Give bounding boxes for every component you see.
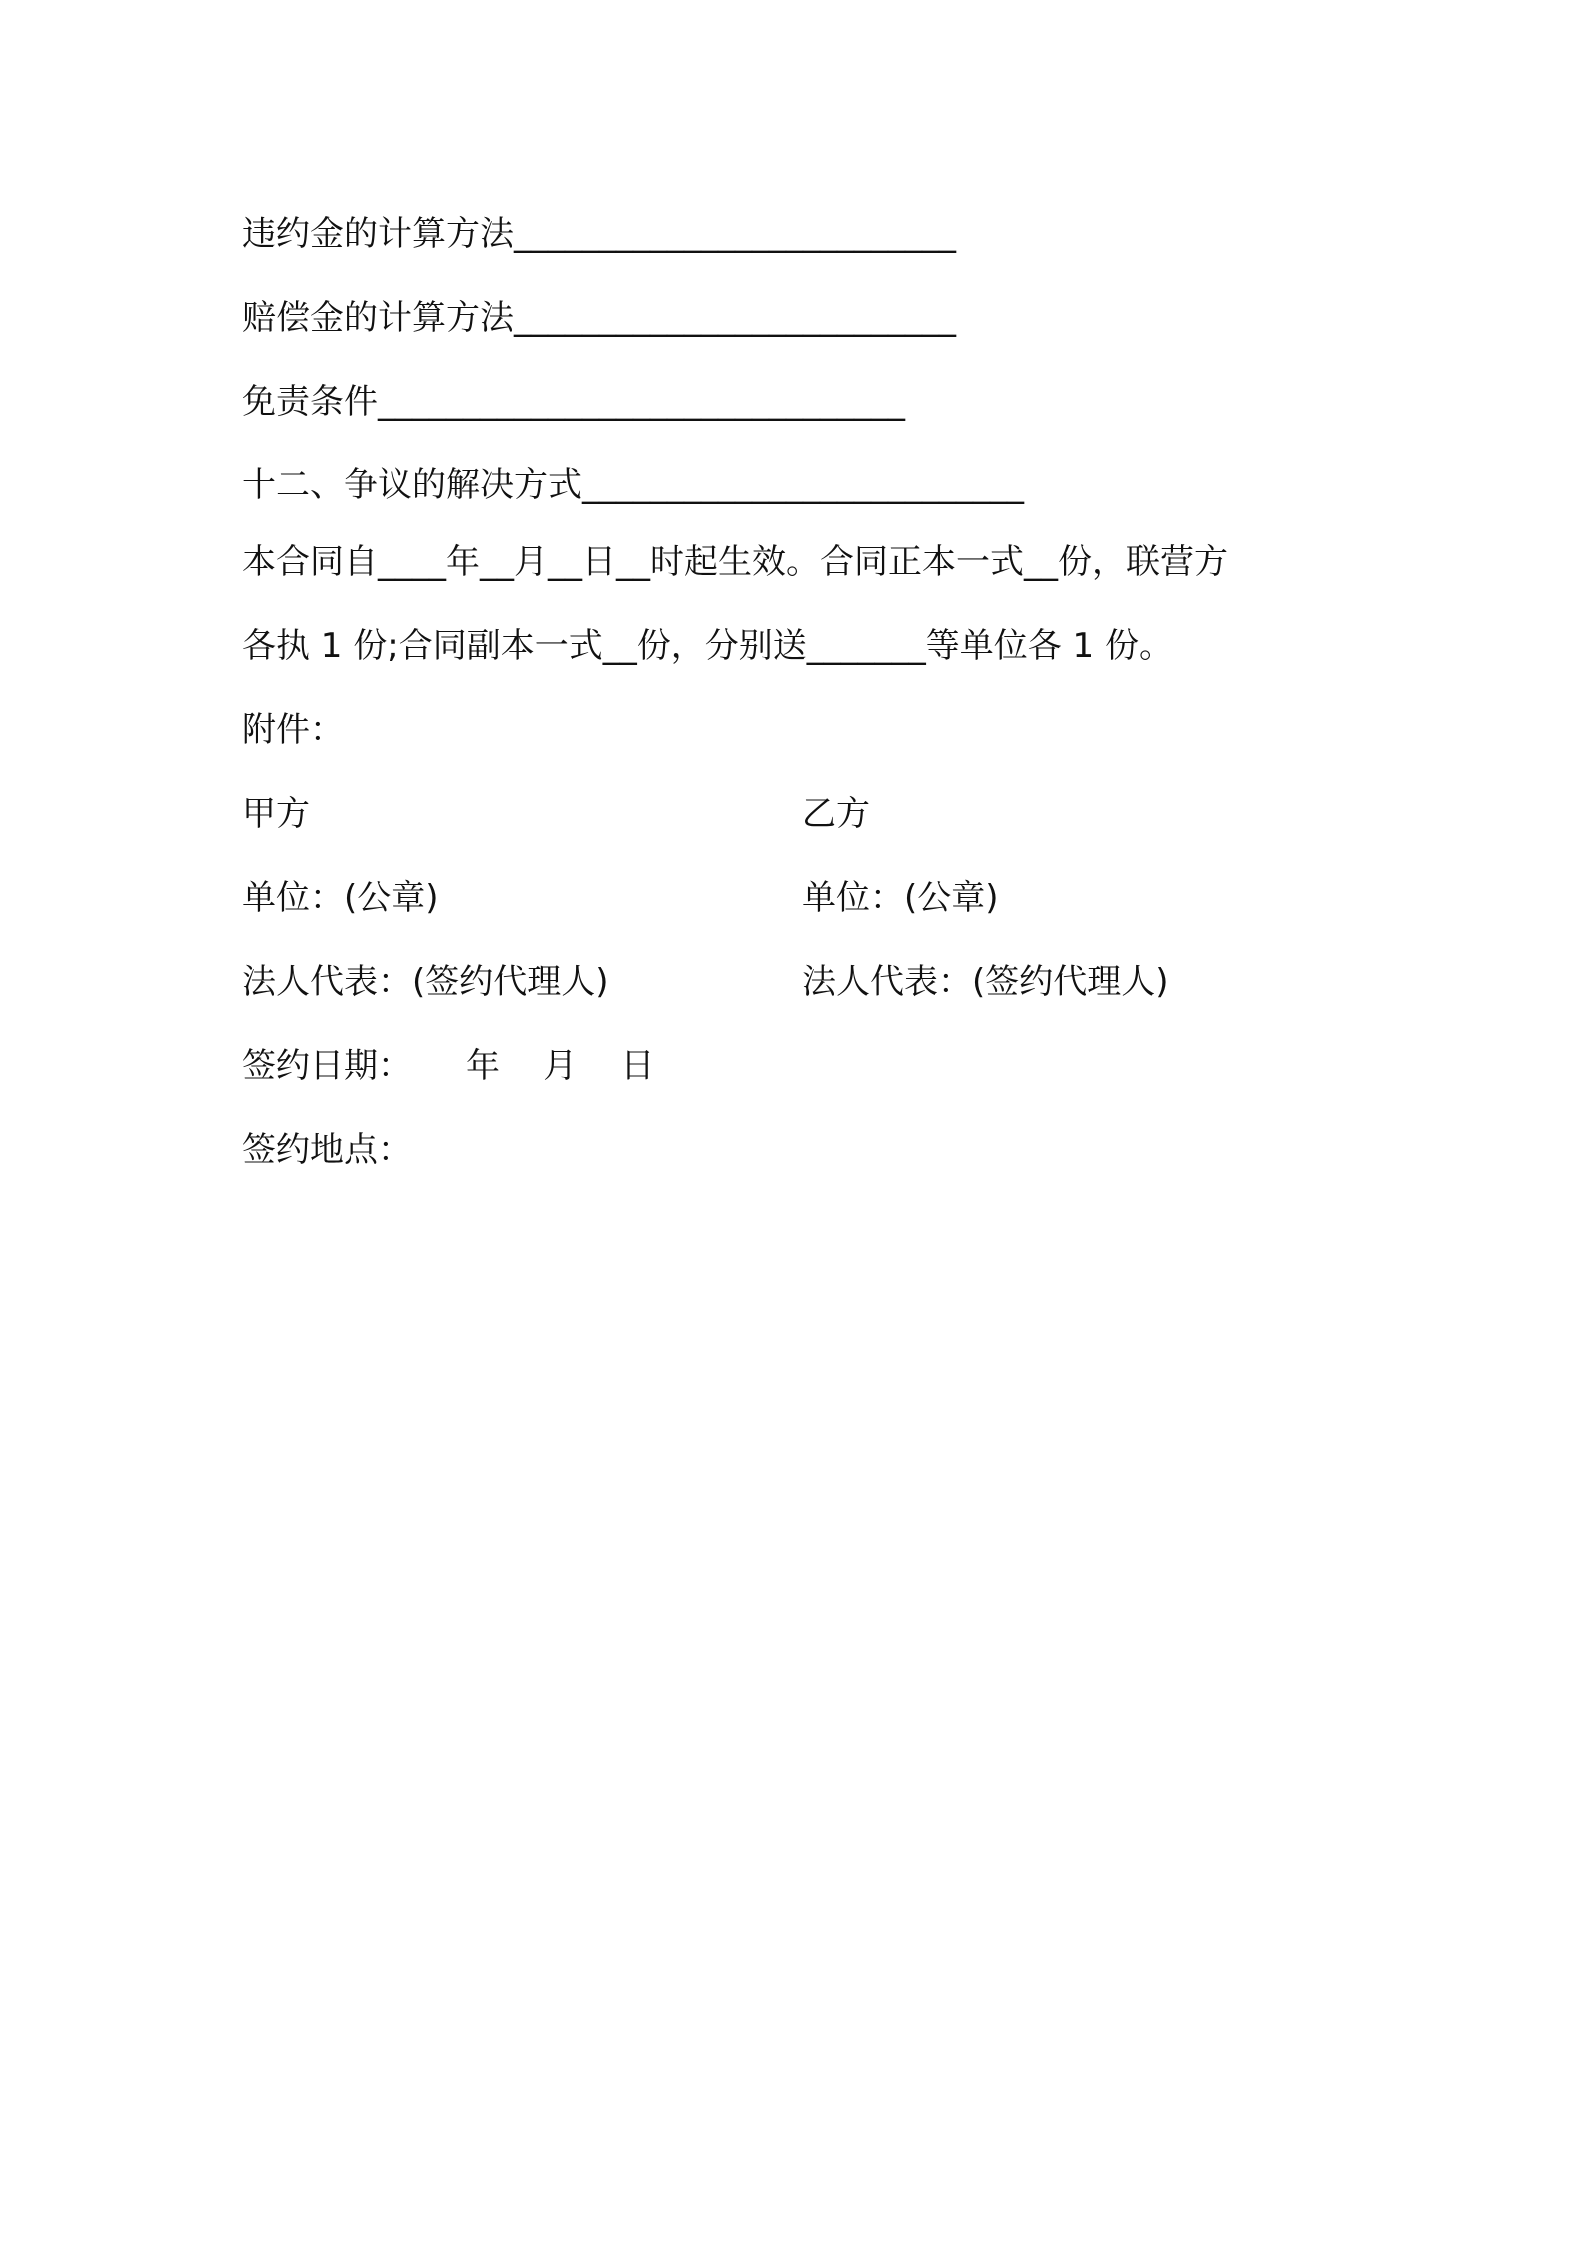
signing-date-line: 签约日期： 年 月 日 — [242, 1046, 655, 1086]
party-a-unit: 单位：(公章) — [242, 878, 439, 918]
party-b-unit: 单位：(公章) — [802, 878, 999, 918]
party-b-heading: 乙方 — [802, 794, 870, 834]
effective-date-line: 本合同自____年__月__日__时起生效。合同正本一式__份，联营方 — [242, 542, 1228, 582]
copies-distribution-line: 各执 1 份;合同副本一式__份，分别送_______等单位各 1 份。 — [242, 626, 1173, 666]
attachments-label: 附件： — [242, 710, 344, 750]
signing-place-line: 签约地点： — [242, 1130, 412, 1170]
penalty-calculation-line: 违约金的计算方法__________________________ — [242, 214, 956, 254]
party-a-heading: 甲方 — [242, 794, 310, 834]
dispute-resolution-line: 十二、争议的解决方式__________________________ — [242, 465, 1024, 505]
party-a-representative: 法人代表：(签约代理人) — [242, 962, 609, 1002]
exemption-conditions-line: 免责条件_______________________________ — [242, 382, 905, 422]
party-b-representative: 法人代表：(签约代理人) — [802, 962, 1169, 1002]
compensation-calculation-line: 赔偿金的计算方法__________________________ — [242, 298, 956, 338]
